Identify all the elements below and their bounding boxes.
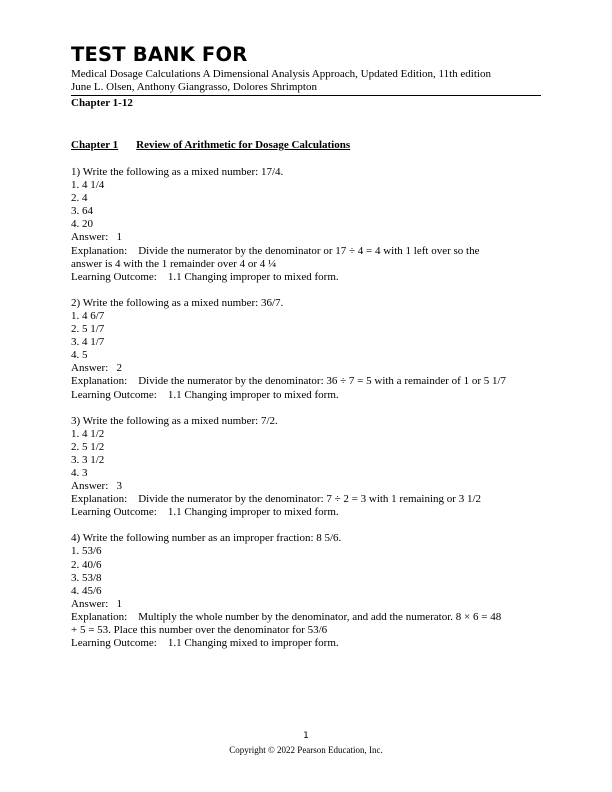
chapter-heading [71, 139, 350, 152]
explanation-text: Multiply the whole number by the denominator, and add the numerator. 8 × 6 = 48 [138, 610, 502, 623]
explanation-label: Explanation: [71, 493, 128, 506]
outcome-line [71, 637, 546, 650]
outcome-label: Learning Outcome: [71, 388, 157, 401]
answer-option: 1. 4 1/4 [71, 179, 105, 192]
answer-option: 2. 4 [71, 192, 88, 205]
outcome-label: Learning Outcome: [71, 270, 157, 283]
outcome-text: 1.1 Changing mixed to improper form. [167, 637, 339, 650]
page-number: 1 [303, 731, 309, 741]
outcome-label: Learning Outcome: [71, 637, 157, 650]
document-title: TEST BANK FOR [71, 43, 248, 66]
chapter-number: Chapter 1 [71, 139, 119, 151]
explanation-label: Explanation: [71, 610, 128, 623]
answer-value: 1 [116, 231, 123, 244]
answer-label: Answer: [71, 597, 109, 610]
question-item [71, 415, 546, 520]
answer-value: 3 [116, 480, 123, 493]
question-prompt: 3) Write the following as a mixed number: 7/2. [71, 414, 278, 427]
question-item [71, 532, 546, 650]
outcome-text: 1.1 Changing improper to mixed form. [167, 506, 339, 519]
answer-line [71, 480, 546, 493]
question-list [71, 166, 546, 663]
explanation-text: answer is 4 with the 1 remainder over 4 or 4 ¼ [71, 257, 277, 270]
answer-line [71, 598, 546, 611]
answer-option: 2. 5 1/7 [71, 323, 105, 336]
question-prompt: 1) Write the following as a mixed number: 17/4. [71, 166, 284, 178]
question-item [71, 297, 546, 402]
copyright-notice: Copyright © 2022 Pearson Education, Inc. [229, 745, 383, 755]
outcome-label: Learning Outcome: [71, 506, 157, 519]
outcome-text: 1.1 Changing improper to mixed form. [167, 270, 339, 283]
question-prompt: 2) Write the following as a mixed number: 36/7. [71, 296, 284, 309]
explanation-text: Divide the numerator by the denominator: 7 ÷ 2 = 3 with 1 remaining or 3 1/2 [138, 493, 482, 506]
outcome-line [71, 271, 546, 284]
outcome-line [71, 506, 546, 519]
explanation-line [71, 375, 546, 388]
answer-option: 3. 3 1/2 [71, 453, 105, 466]
answer-label: Answer: [71, 362, 109, 375]
answer-line [71, 362, 546, 375]
chapter-title: Review of Arithmetic for Dosage Calculations [136, 139, 351, 151]
explanation-label: Explanation: [71, 375, 128, 388]
header-divider [71, 95, 541, 96]
answer-option: 2. 5 1/2 [71, 440, 105, 453]
explanation-line [71, 611, 546, 624]
explanation-line [71, 493, 546, 506]
answer-label: Answer: [71, 231, 109, 244]
answer-option: 3. 4 1/7 [71, 336, 105, 349]
question-item [71, 166, 546, 284]
answer-line [71, 231, 546, 244]
explanation-label: Explanation: [71, 244, 128, 257]
outcome-line [71, 389, 546, 402]
answer-option: 2. 40/6 [71, 558, 102, 571]
answer-option: 4. 45/6 [71, 584, 102, 597]
answer-label: Answer: [71, 480, 109, 493]
answer-option: 1. 4 1/2 [71, 427, 105, 440]
explanation-text: Divide the numerator by the denominator: 36 ÷ 7 = 5 with a remainder of 1 or 5 1/7 [138, 375, 507, 388]
chapter-range: Chapter 1-12 [71, 97, 133, 109]
answer-value: 1 [116, 597, 123, 610]
answer-option: 1. 4 6/7 [71, 309, 105, 322]
answer-option: 3. 53/8 [71, 571, 102, 584]
explanation-text: Divide the numerator by the denominator or 17 ÷ 4 = 4 with 1 left over so the [138, 244, 480, 257]
question-prompt: 4) Write the following number as an improper fraction: 8 5/6. [71, 532, 342, 545]
answer-option: 3. 64 [71, 205, 93, 218]
answer-option: 4. 3 [71, 466, 88, 479]
outcome-text: 1.1 Changing improper to mixed form. [167, 388, 339, 401]
authors: June L. Olsen, Anthony Giangrasso, Dolores Shrimpton [71, 81, 317, 93]
answer-option: 4. 20 [71, 218, 93, 231]
answer-option: 4. 5 [71, 349, 88, 362]
explanation-text: + 5 = 53. Place this number over the denominator for 53/6 [71, 624, 328, 636]
answer-option: 1. 53/6 [71, 545, 102, 558]
answer-value: 2 [116, 362, 123, 375]
book-title: Medical Dosage Calculations A Dimensional Analysis Approach, Updated Edition, 11th edition [71, 68, 491, 80]
explanation-line [71, 245, 546, 258]
